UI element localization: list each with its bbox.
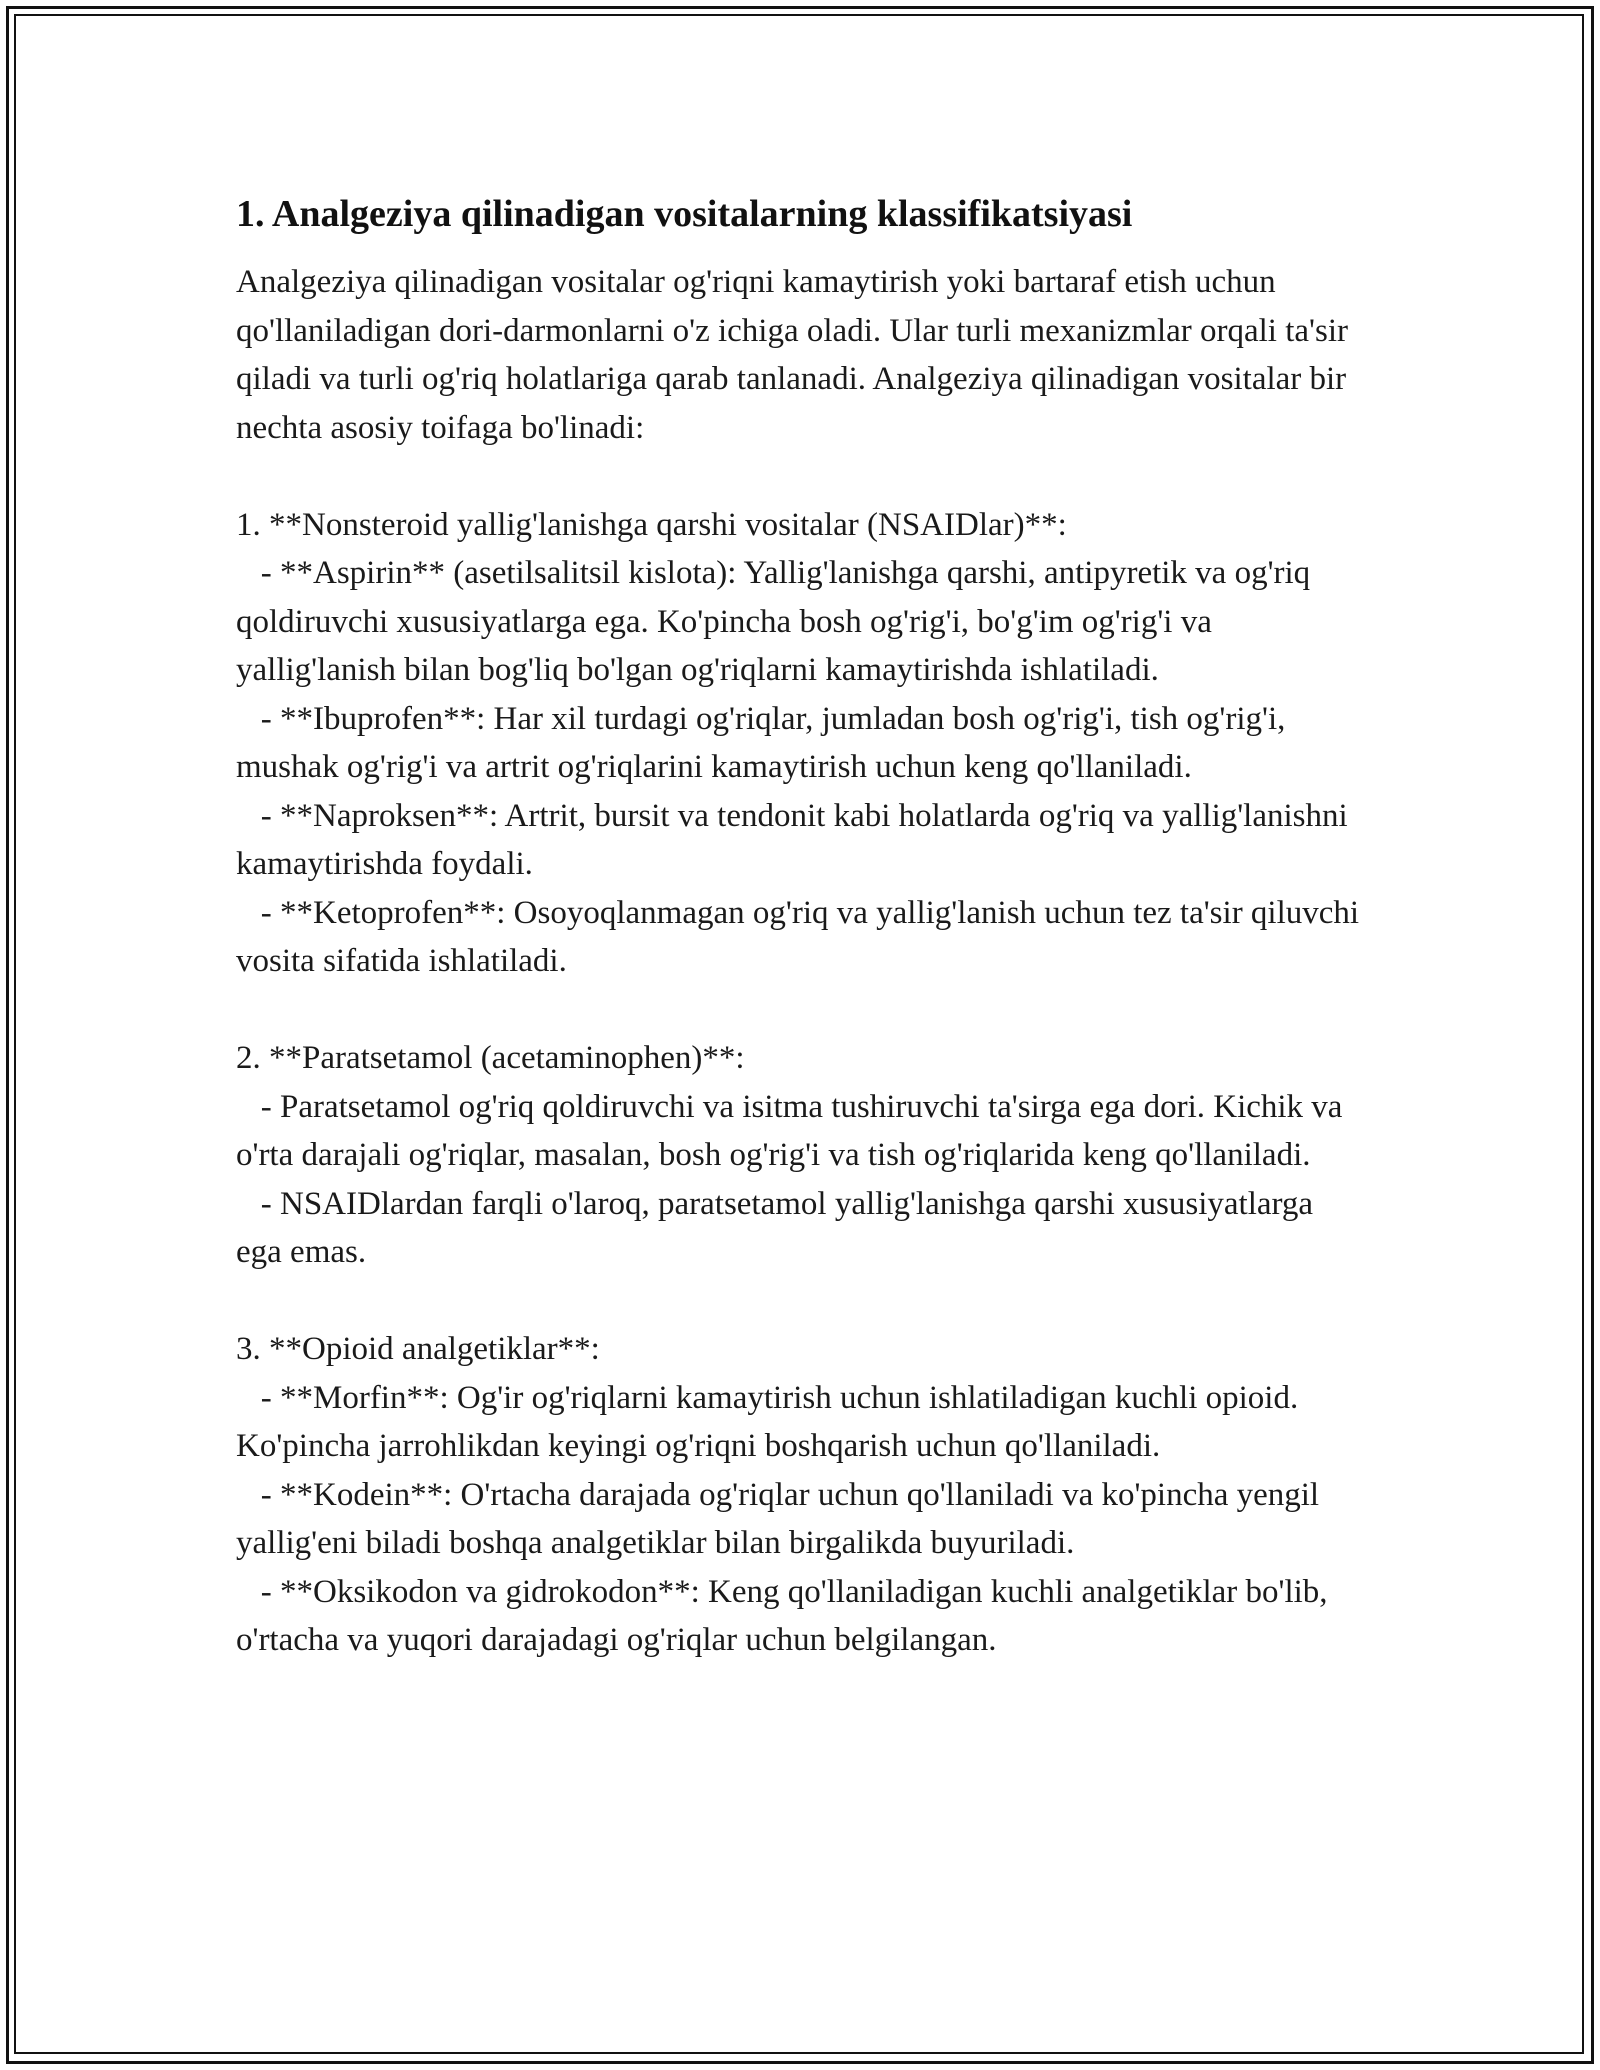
section-heading: 2. **Paratsetamol (acetaminophen)**:	[236, 1040, 745, 1076]
list-item: - **Aspirin** (asetilsalitsil kislota): Yallig'lanishga qarshi, antipyretik va og'riq qoldiruvchi xususiyatlarga ega. Ko'pincha bosh og'rig'i, bo'g'im og'rig'i va yallig'lanish bilan bog'liq bo'lgan og'riqlarni kamaytirishda ishlatiladi.	[236, 555, 1319, 688]
list-item: - **Ibuprofen**: Har xil turdagi og'riqlar, jumladan bosh og'rig'i, tish og'rig'i, mushak og'rig'i va artrit og'riqlarini kamaytirish uchun keng qo'llaniladi.	[236, 700, 1294, 785]
section-nsaid	[236, 501, 1366, 986]
list-item: - **Ketoprofen**: Osoyoqlanmagan og'riq va yallig'lanish uchun tez ta'sir qiluvchi vosita sifatida ishlatiladi.	[236, 894, 1368, 979]
spacer	[236, 986, 1366, 1035]
list-item: - **Morfin**: Og'ir og'riqlarni kamaytirish uchun ishlatiladigan kuchli opioid. Ko'pincha jarrohlikdan keyingi og'riqni boshqarish uchun qo'llaniladi.	[236, 1379, 1307, 1464]
section-opioids	[236, 1325, 1366, 1665]
spacer	[236, 452, 1366, 501]
list-item: - NSAIDlardan farqli o'laroq, paratsetamol yallig'lanishga qarshi xususiyatlarga ega emas.	[236, 1185, 1322, 1270]
section-paracetamol	[236, 1034, 1366, 1277]
list-item: - **Kodein**: O'rtacha darajada og'riqlar uchun qo'llaniladi va ko'pincha yengil yallig'eni biladi boshqa analgetiklar bilan birgalikda buyuriladi.	[236, 1476, 1328, 1561]
intro-paragraph: Analgeziya qilinadigan vositalar og'riqni kamaytirish yoki bartaraf etish uchun qo'llaniladigan dori-darmonlarni o'z ichiga oladi. Ular turli mexanizmlar orqali ta'sir qiladi va turli og'riq holatlariga qarab tanlanadi. Analgeziya qilinadigan vositalar bir nechta asosiy toifaga bo'linadi:	[236, 264, 1357, 446]
document-body	[236, 184, 1366, 1665]
spacer	[236, 1277, 1366, 1326]
list-item: - **Oksikodon va gidrokodon**: Keng qo'llaniladigan kuchli analgetiklar bo'lib, o'rtacha va yuqori darajadagi og'riqlar uchun belgilangan.	[236, 1573, 1336, 1658]
list-item: - Paratsetamol og'riq qoldiruvchi va isitma tushiruvchi ta'sirga ega dori. Kichik va o'rta darajali og'riqlar, masalan, bosh og'rig'i va tish og'riqlarida keng qo'llaniladi.	[236, 1088, 1351, 1173]
list-item: - **Naproksen**: Artrit, bursit va tendonit kabi holatlarda og'riq va yallig'lanishni kamaytirishda foydali.	[236, 797, 1356, 882]
section-heading: 3. **Opioid analgetiklar**:	[236, 1331, 600, 1367]
section-heading: 1. **Nonsteroid yallig'lanishga qarshi vositalar (NSAIDlar)**:	[236, 506, 1067, 543]
document-title: 1. Analgeziya qilinadigan vositalarning klassifikatsiyasi	[236, 193, 1133, 235]
